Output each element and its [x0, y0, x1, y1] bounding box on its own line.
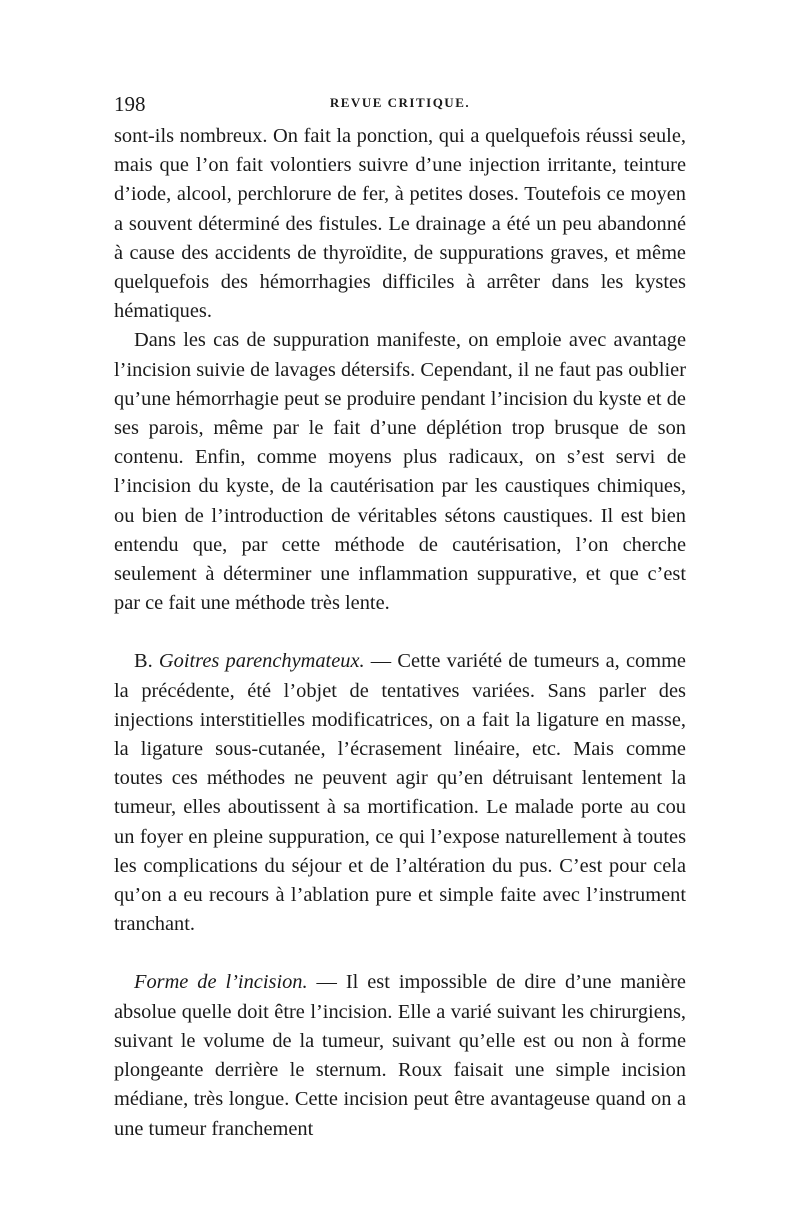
book-page [114, 92, 686, 1144]
section-spacer [114, 618, 686, 647]
paragraph-continuation [114, 122, 686, 326]
paragraph-text: Dans les cas de suppuration manifeste, on emploie avec avantage l’incision suivie de lavages détersifs. Cependant, il ne faut pas oublier qu’une hémorrhagie peut se produire pendant l’incision du kyste et de ses parois, même par le fait d’une déplétion trop brusque de son contenu. Enfin, comme moyens plus radicaux, on s’est servi de l’incision du kyste, de la cautérisation par les caustiques chimiques, ou bien de l’introduction de véritables sétons caustiques. Il est bien entendu que, par cette méthode de cautérisation, l’on cherche seulement à déterminer une inflammation suppurative, et que c’est par ce fait une méthode très lente. [114, 329, 686, 615]
paragraph-goitres-parenchymateux [114, 647, 686, 939]
section-title: Goitres parenchymateux. [158, 650, 365, 673]
page-number: 198 [114, 92, 146, 116]
paragraph-text: — Cette variété de tumeurs a, comme la précédente, été l’objet de tentatives variées. Sans parler des injections interstitielles modificatrices, on a fait la ligature en masse, la ligature sous-cutanée, l’écrasement linéaire, etc. Mais comme toutes ces méthodes ne peuvent agir qu’en détruisant lentement la tumeur, elles aboutissent à sa mortification. Le malade porte au cou un foyer en pleine suppuration, ce qui l’expose naturellement à toutes les complications du séjour et de l’altération du pus. C’est pour cela qu’on a eu recours à l’ablation pure et simple faite avec l’instrument tranchant. [114, 650, 686, 936]
paragraph-forme-incision [114, 968, 686, 1143]
section-title: Forme de l’incision. [134, 971, 308, 994]
running-head [114, 92, 686, 122]
running-title: REVUE CRITIQUE. [329, 95, 471, 110]
paragraph-suppuration [114, 326, 686, 618]
paragraph-text: — Il est impossible de dire d’une manière absolue quelle doit être l’incision. Elle a varié suivant les chirurgiens, suivant le volume de la tumeur, suivant qu’elle est ou non à forme plongeante derrière le sternum. Roux faisait une simple incision médiane, très longue. Cette incision peut être avantageuse quand on a une tumeur franchement [114, 971, 686, 1140]
section-spacer [114, 939, 686, 968]
section-label: B. [134, 650, 153, 673]
paragraph-text: sont-ils nombreux. On fait la ponction, qui a quelquefois réussi seule, mais que l’on fait volontiers suivre d’une injection irritante, teinture d’iode, alcool, perchlorure de fer, à petites doses. Toutefois ce moyen a souvent déterminé des fistules. Le drainage a été un peu abandonné à cause des accidents de thyroïdite, de suppurations graves, et même quelquefois des hémorrhagies difficiles à arrêter dans les kystes hématiques. [114, 125, 686, 323]
